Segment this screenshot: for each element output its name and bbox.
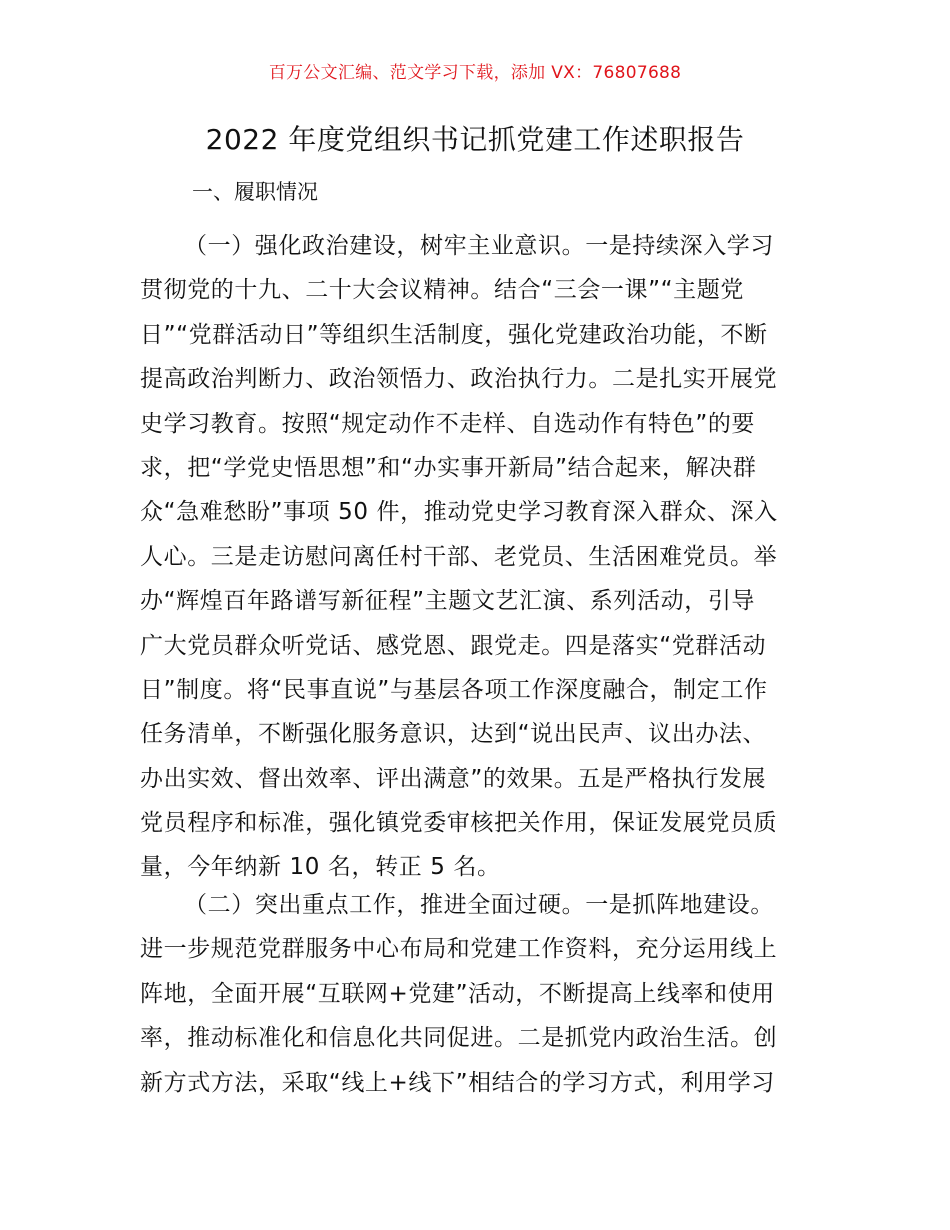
paragraph-line: 办出实效、督出效率、评出满意”的效果。五是严格执行发展 [140, 765, 767, 792]
paragraph-line: 众“急难愁盼”事项 50 件，推动党史学习教育深入群众、深入 [140, 499, 778, 526]
paragraph-line: （一）强化政治建设，树牢主业意识。一是持续深入学习 [184, 233, 774, 259]
promo-banner: 百万公文汇编、范文学习下载，添加 VX：76807688 [268, 63, 682, 83]
paragraph-line: （二）突出重点工作，推进全面过硬。一是抓阵地建设。 [184, 892, 774, 918]
paragraph-line: 求，把“学党史悟思想”和“办实事开新局”结合起来，解决群 [140, 454, 757, 481]
paragraph-line: 贯彻党的十九、二十大会议精神。结合“三会一课”“主题党 [140, 277, 744, 304]
section-heading: 一、履职情况 [192, 180, 318, 204]
paragraph-line: 进一步规范党群服务中心布局和党建工作资料，充分运用线上 [140, 936, 778, 963]
paragraph-line: 提高政治判断力、政治领悟力、政治执行力。二是扎实开展党 [140, 366, 778, 393]
paragraph-line: 日”制度。将“民事直说”与基层各项工作深度融合，制定工作 [140, 676, 768, 703]
paragraph-line: 广大党员群众听党话、感党恩、跟党走。四是落实“党群活动 [140, 632, 767, 659]
document-title: 2022 年度党组织书记抓党建工作述职报告 [205, 123, 745, 156]
paragraph-line: 人心。三是走访慰问离任村干部、老党员、生活困难党员。举 [140, 543, 778, 570]
paragraph-1 [140, 224, 812, 890]
paragraph-line: 办“辉煌百年路谱写新征程”主题文艺汇演、系列活动，引导 [140, 588, 756, 615]
paragraph-line: 任务清单，不断强化服务意识，达到“说出民声、议出办法、 [140, 721, 767, 748]
paragraph-line: 史学习教育。按照“规定动作不走样、自选动作有特色”的要 [140, 410, 756, 437]
paragraph-line: 日”“党群活动日”等组织生活制度，强化党建政治功能，不断 [140, 321, 768, 348]
paragraph-line: 新方式方法，采取“线上+线下”相结合的学习方式，利用学习 [140, 1069, 775, 1096]
paragraph-line: 率，推动标准化和信息化共同促进。二是抓党内政治生活。创 [140, 1025, 778, 1052]
paragraph-line: 量，今年纳新 10 名，转正 5 名。 [140, 854, 501, 881]
paragraph-line: 党员程序和标准，强化镇党委审核把关作用，保证发展党员质 [140, 810, 778, 837]
paragraph-2 [140, 883, 812, 1105]
paragraph-line: 阵地，全面开展“互联网+党建”活动，不断提高上线率和使用 [140, 980, 775, 1007]
